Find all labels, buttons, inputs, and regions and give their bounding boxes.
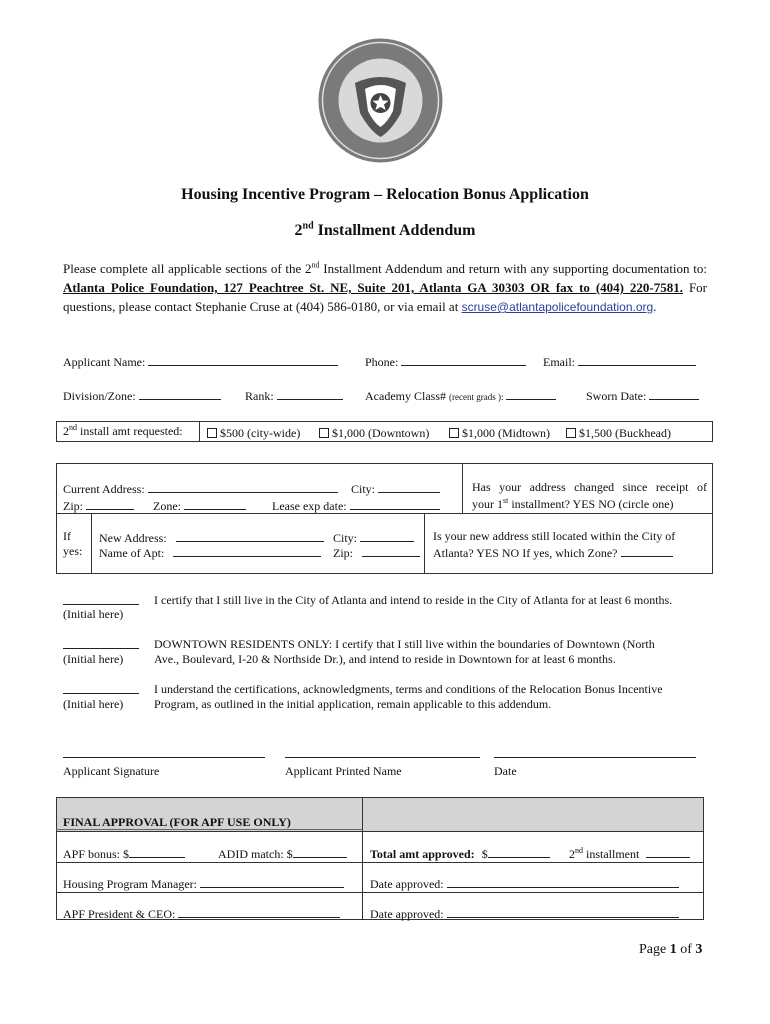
- manager-label: Housing Program Manager:: [63, 877, 197, 891]
- within-city-line2: [433, 544, 708, 561]
- date-approved-2-label: Date approved:: [370, 907, 444, 921]
- subtitle-sup: nd: [302, 220, 314, 232]
- install-label-num: 2: [63, 424, 69, 438]
- within-city-options[interactable]: Atlanta? YES NO If yes, which Zone?: [433, 546, 618, 560]
- second-install-sup: nd: [575, 846, 583, 855]
- current-address-field[interactable]: [148, 480, 338, 493]
- apf-bonus-field[interactable]: [129, 845, 185, 858]
- lease-field[interactable]: [350, 497, 440, 510]
- cert-2-line-2: Ave., Boulevard, I-20 & Northside Dr.), and intend to reside in Downtown for at least 6 months.: [154, 652, 616, 666]
- cert-text-3: [154, 682, 714, 712]
- rank-group: [245, 387, 343, 404]
- address-changed-line2: [472, 497, 707, 512]
- manager-field[interactable]: [200, 875, 344, 888]
- approval-hdivider-1: [56, 831, 704, 832]
- checkbox-icon[interactable]: [566, 428, 576, 438]
- rank-label: Rank:: [245, 389, 274, 403]
- approval-header: FINAL APPROVAL (FOR APF USE ONLY): [63, 815, 291, 829]
- current-zone-field[interactable]: [184, 497, 246, 510]
- page-of: of: [680, 942, 692, 957]
- current-zip-field[interactable]: [86, 497, 134, 510]
- checkbox-icon[interactable]: [207, 428, 217, 438]
- printed-name-label: Applicant Printed Name: [285, 764, 402, 778]
- cert-3-line-1: I understand the certifications, acknowledgments, terms and conditions of the Relocation Bonus Incentive: [154, 682, 663, 696]
- intro-text-3: For questions, please contact Stephanie Cruse at (404) 586-0180, or via email at: [63, 280, 708, 314]
- apf-bonus-label: APF bonus: $: [63, 847, 130, 861]
- signature-line[interactable]: [63, 757, 265, 758]
- second-install-field[interactable]: [646, 845, 690, 858]
- applicant-name-label: Applicant Name:: [63, 355, 146, 369]
- page-current: 1: [669, 942, 677, 957]
- checkbox-icon[interactable]: [449, 428, 459, 438]
- new-address-label: New Address:: [99, 531, 167, 545]
- intro-end: .: [653, 299, 657, 314]
- adid-group: [218, 845, 347, 862]
- current-zip-label: Zip:: [63, 499, 83, 513]
- division-field[interactable]: [139, 387, 221, 400]
- install-option-1500-buckhead[interactable]: [566, 426, 671, 441]
- atlanta-police-foundation-logo: [313, 33, 448, 168]
- total-approved-label: Total amt approved:: [370, 847, 475, 861]
- division-label: Division/Zone:: [63, 389, 136, 403]
- install-option-label: $1,500 (Buckhead): [579, 426, 671, 440]
- adid-label: ADID match: $: [218, 847, 293, 861]
- address-changed-sup: st: [503, 496, 509, 505]
- address-vdivider-bottom: [424, 513, 425, 574]
- intro-sup: nd: [311, 260, 320, 270]
- yes-text: yes:: [63, 544, 83, 558]
- approval-hdivider-3: [56, 892, 704, 893]
- approval-hdivider-2: [56, 862, 704, 863]
- total-approved-group: [370, 845, 550, 862]
- new-zip-label: Zip:: [333, 546, 353, 560]
- current-address-label: Current Address:: [63, 482, 145, 496]
- email-label: Email:: [543, 355, 575, 369]
- address-changed-options[interactable]: installment? YES NO (circle one): [508, 497, 674, 511]
- sworn-label: Sworn Date:: [586, 389, 647, 403]
- intro-text-2: Installment Addendum and return with any supporting documentation to:: [319, 261, 708, 276]
- total-dollar: $: [481, 847, 488, 861]
- date-approved-2-group: [370, 905, 679, 922]
- new-zip-field[interactable]: [362, 544, 420, 557]
- address-changed-line1: Has your address changed since receipt of: [472, 480, 707, 494]
- which-zone-field[interactable]: [621, 544, 673, 557]
- academy-field[interactable]: [506, 387, 556, 400]
- cert-3-line-2: Program, as outlined in the initial application, remain applicable to this addendum.: [154, 697, 552, 711]
- checkbox-icon[interactable]: [319, 428, 329, 438]
- initial-line-1[interactable]: [63, 604, 139, 605]
- second-install-rest: installment: [583, 847, 640, 861]
- page-label: Page: [639, 942, 667, 957]
- cert-1-line-1: I certify that I still live in the City of Atlanta and intend to reside in the City of Atlanta for at least 6 months.: [154, 593, 673, 607]
- page-number: [639, 942, 702, 958]
- lease-label: Lease exp date:: [272, 499, 347, 513]
- president-field[interactable]: [178, 905, 340, 918]
- phone-group: [365, 353, 526, 370]
- applicant-name-field[interactable]: [148, 353, 338, 366]
- academy-hint: (recent grads ):: [448, 392, 504, 402]
- date-label: Date: [494, 764, 517, 778]
- approval-vdivider: [362, 797, 363, 920]
- install-option-1000-midtown[interactable]: [449, 426, 550, 441]
- page-total: 3: [695, 942, 703, 957]
- sworn-group: [586, 387, 699, 404]
- president-group: [63, 905, 340, 922]
- second-install-num: 2: [569, 847, 575, 861]
- install-option-label: $1,000 (Downtown): [332, 426, 430, 440]
- new-city-label: City:: [333, 531, 358, 545]
- if-yes-label: [63, 529, 82, 559]
- cert-text-2: [154, 637, 714, 667]
- current-zone-label: Zone:: [153, 499, 181, 513]
- email-group: [543, 353, 696, 370]
- current-city-field[interactable]: [378, 480, 440, 493]
- install-option-label: $1,000 (Midtown): [462, 426, 550, 440]
- sworn-field[interactable]: [649, 387, 699, 400]
- president-label: APF President & CEO:: [63, 907, 176, 921]
- install-divider: [199, 421, 200, 442]
- apf-bonus-group: [63, 845, 185, 862]
- install-label-sup: nd: [69, 423, 77, 432]
- install-option-label: $500 (city-wide): [220, 426, 301, 440]
- new-city-field[interactable]: [360, 529, 414, 542]
- total-approved-field[interactable]: [488, 845, 550, 858]
- subtitle-rest: Installment Addendum: [313, 222, 476, 239]
- email-field[interactable]: [578, 353, 696, 366]
- new-address-field[interactable]: [176, 529, 324, 542]
- current-city-label: City:: [351, 482, 376, 496]
- phone-field[interactable]: [401, 353, 526, 366]
- intro-address: Atlanta Police Foundation, 127 Peachtree St. NE, Suite 201, Atlanta GA 30303 OR fax to (404) 220-7581.: [63, 280, 684, 295]
- initial-label-2: (Initial here): [63, 652, 124, 666]
- address-changed-question: [472, 480, 707, 512]
- second-install-group: [569, 845, 690, 862]
- rank-field[interactable]: [277, 387, 343, 400]
- signature-label: Applicant Signature: [63, 764, 160, 778]
- address-changed-text: your 1: [472, 497, 503, 511]
- within-city-question: [433, 529, 708, 561]
- current-zone-group: [153, 497, 246, 514]
- current-city-group: [351, 480, 440, 497]
- intro-paragraph: [63, 259, 707, 317]
- name-apt-label: Name of Apt:: [99, 546, 165, 560]
- date-approved-1-group: [370, 875, 679, 892]
- new-zip-group: [333, 544, 420, 561]
- date-approved-2-field[interactable]: [447, 905, 679, 918]
- cert-2-line-1: DOWNTOWN RESIDENTS ONLY: I certify that I still live within the boundaries of Downtown (North: [154, 637, 655, 651]
- intro-text-1: Please complete all applicable sections of the 2: [63, 261, 312, 276]
- printed-name-line[interactable]: [285, 757, 480, 758]
- initial-label-1: (Initial here): [63, 607, 124, 621]
- initial-line-3[interactable]: [63, 693, 139, 694]
- install-option-500[interactable]: [207, 426, 300, 441]
- current-zip-group: [63, 497, 134, 514]
- intro-email-link[interactable]: scruse@atlantapolicefoundation.org: [461, 300, 654, 314]
- subtitle-ordinal: 2: [294, 222, 303, 239]
- page-subtitle: [0, 222, 770, 240]
- page-title: Housing Incentive Program – Relocation Bonus Application: [181, 186, 589, 203]
- adid-field[interactable]: [293, 845, 347, 858]
- date-approved-1-field[interactable]: [447, 875, 679, 888]
- install-label-rest: install amt requested:: [77, 424, 183, 438]
- date-approved-1-label: Date approved:: [370, 877, 444, 891]
- phone-label: Phone:: [365, 355, 399, 369]
- address-vdivider-top: [462, 463, 463, 513]
- current-address-group: [63, 480, 338, 497]
- install-label: [63, 424, 183, 439]
- name-apt-field[interactable]: [173, 544, 321, 557]
- academy-label: Academy Class#: [365, 389, 446, 403]
- address-vdivider-if: [91, 513, 92, 574]
- shield-badge-icon: [313, 33, 448, 168]
- initial-label-3: (Initial here): [63, 697, 124, 711]
- date-line[interactable]: [494, 757, 696, 758]
- install-option-1000-downtown[interactable]: [319, 426, 429, 441]
- division-group: [63, 387, 221, 404]
- cert-text-1: [154, 593, 714, 608]
- academy-group: [365, 387, 556, 405]
- manager-group: [63, 875, 344, 892]
- lease-group: [272, 497, 440, 514]
- if-text: If: [63, 529, 71, 543]
- name-apt-group: [99, 544, 321, 561]
- within-city-line1: Is your new address still located within the City of: [433, 529, 676, 543]
- initial-line-2[interactable]: [63, 648, 139, 649]
